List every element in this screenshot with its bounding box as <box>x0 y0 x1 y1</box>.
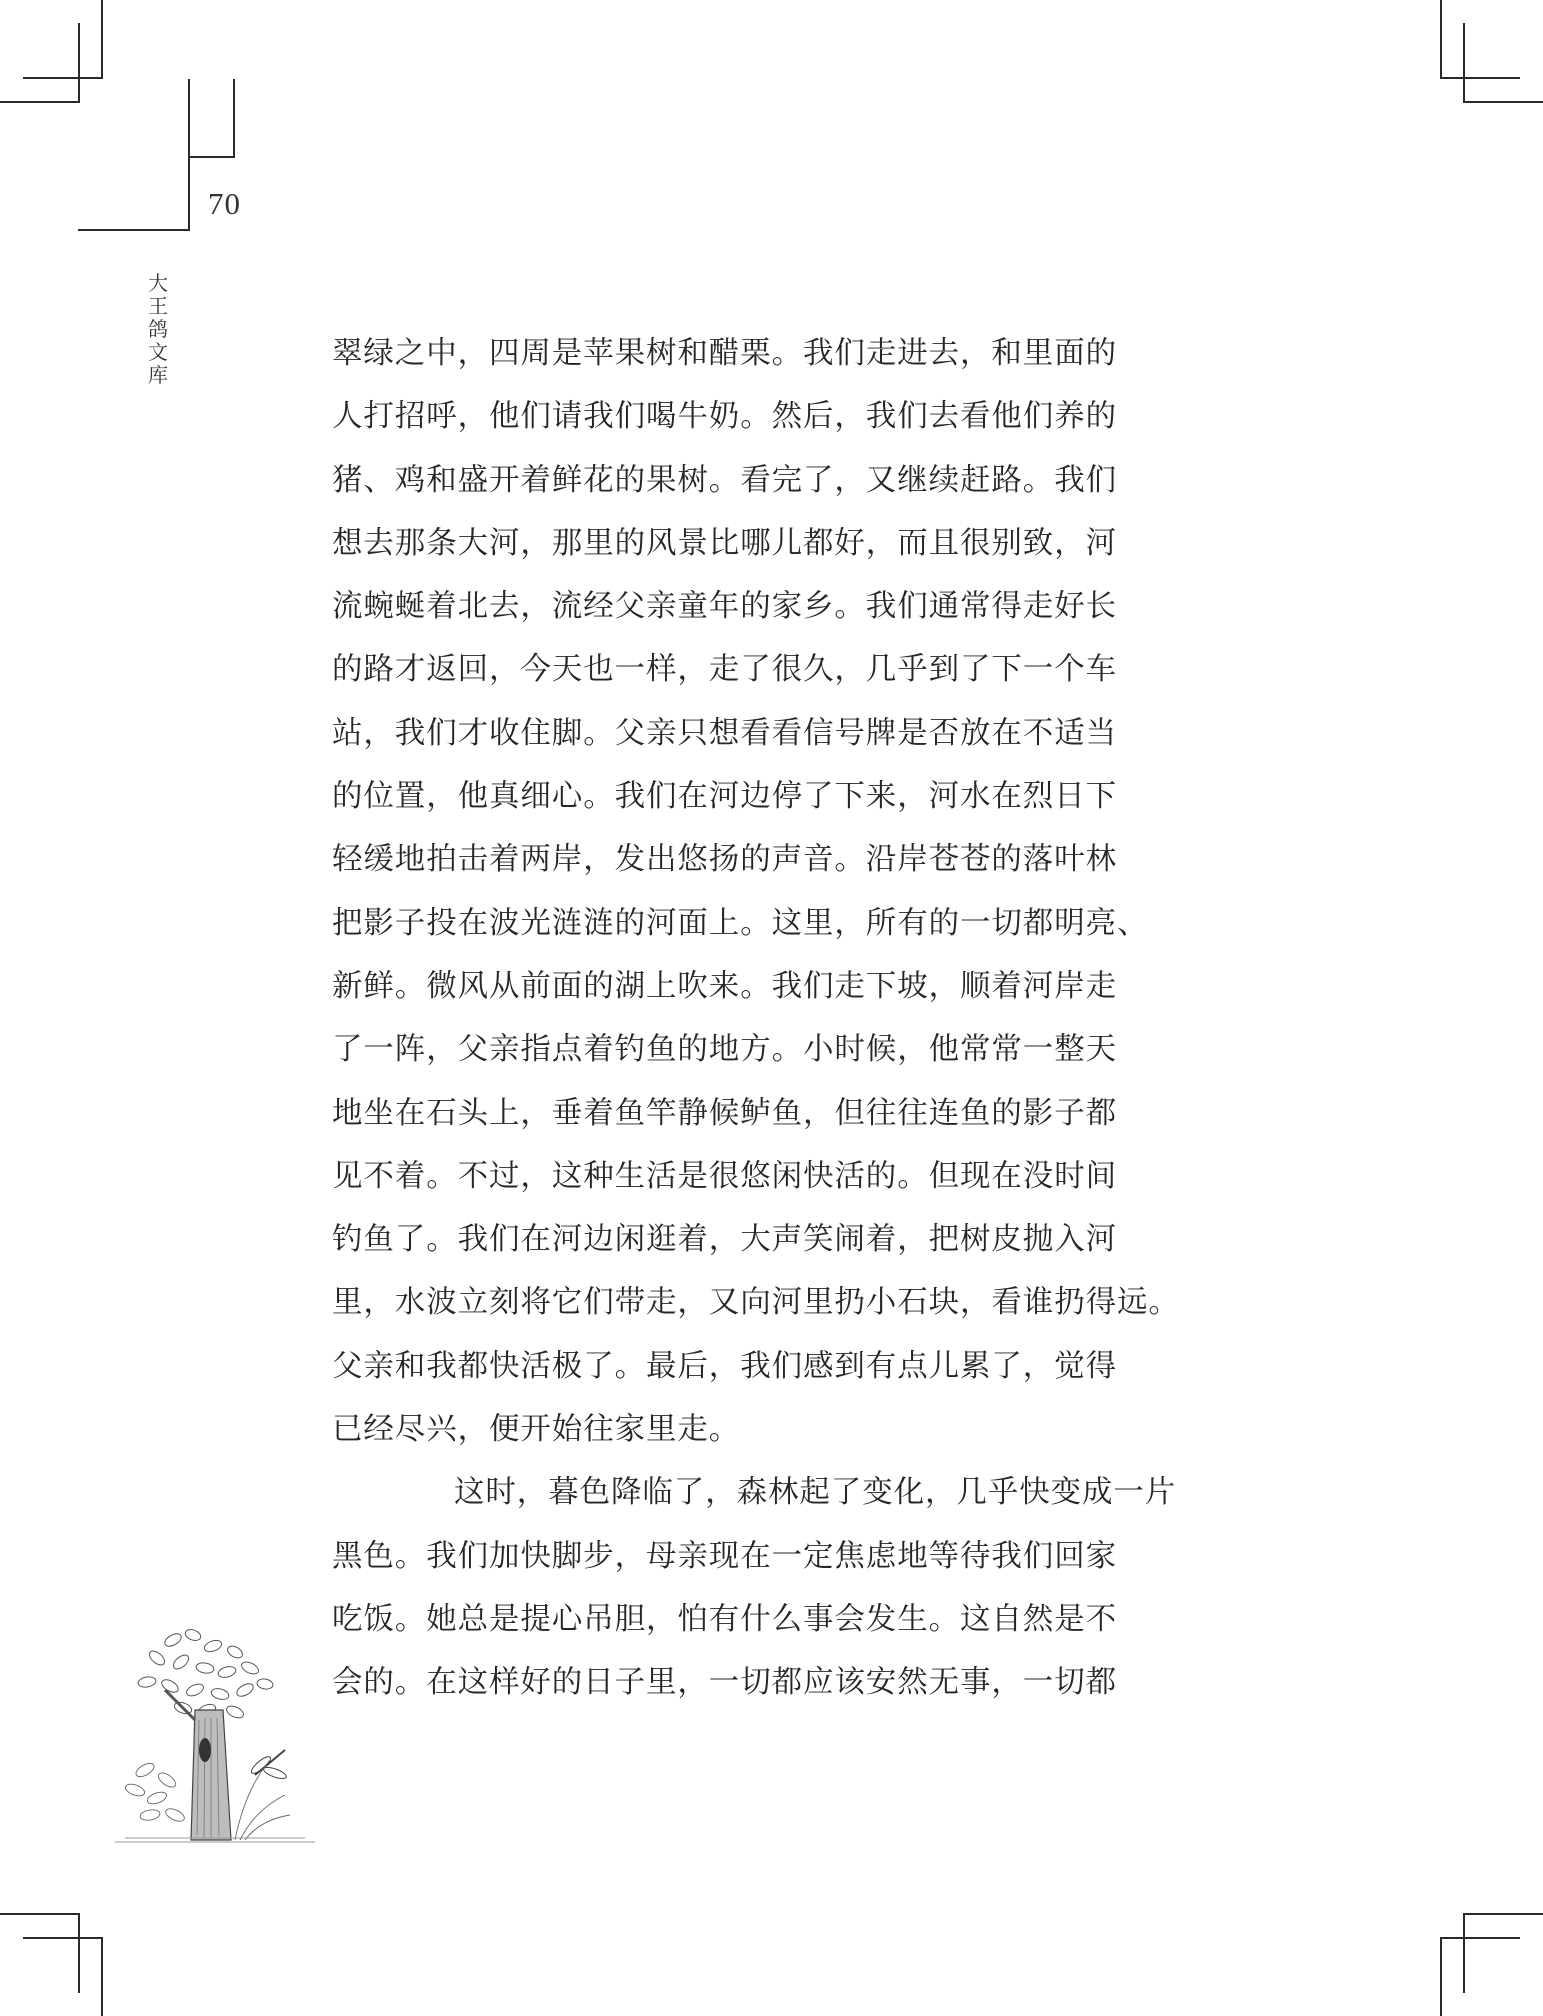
series-label-char: 王 <box>148 294 168 318</box>
text-line: 见不着。不过，这种生活是很悠闲快活的。但现在没时间 <box>332 1158 1117 1194</box>
text-line: 新鲜。微风从前面的湖上吹来。我们走下坡，顺着河岸走 <box>332 968 1117 1004</box>
text-line: 地坐在石头上，垂着鱼竿静候鲈鱼，但往往连鱼的影子都 <box>332 1095 1117 1131</box>
crop-mark-line <box>23 1937 103 1939</box>
crop-mark-line <box>1440 77 1520 79</box>
text-line: 流蜿蜒着北去，流经父亲童年的家乡。我们通常得走好长 <box>332 589 1117 625</box>
crop-mark-line <box>0 101 80 103</box>
text-line: 翠绿之中，四周是苹果树和醋栗。我们走进去，和里面的 <box>332 336 1117 371</box>
text-line: 轻缓地拍击着两岸，发出悠扬的声音。沿岸苍苍的落叶林 <box>332 842 1117 878</box>
crop-mark-line <box>23 77 103 79</box>
text-line: 已经尽兴，便开始往家里走。 <box>332 1412 741 1448</box>
header-bracket-line <box>188 79 190 231</box>
text-line: 父亲和我都快活极了。最后，我们感到有点儿累了，觉得 <box>332 1348 1117 1384</box>
series-label <box>146 272 170 387</box>
crop-mark-line <box>1440 1937 1442 2016</box>
crop-mark-line <box>1463 1913 1465 1993</box>
page-number: 70 <box>208 186 241 221</box>
header-bracket-line <box>78 229 190 231</box>
text-line: 这时，暮色降临了，森林起了变化，几乎快变成一片 <box>454 1475 1177 1511</box>
tree-illustration <box>95 1610 335 1850</box>
header-bracket-line <box>188 156 235 158</box>
crop-mark-line <box>78 1913 80 1993</box>
text-line: 吃饭。她总是提心吊胆，怕有什么事会发生。这自然是不 <box>332 1601 1117 1637</box>
crop-mark-line <box>1463 101 1543 103</box>
text-line: 站，我们才收住脚。父亲只想看看信号牌是否放在不适当 <box>332 715 1117 751</box>
text-line: 黑色。我们加快脚步，母亲现在一定焦虑地等待我们回家 <box>332 1538 1117 1574</box>
text-line: 了一阵，父亲指点着钓鱼的地方。小时候，他常常一整天 <box>332 1032 1117 1068</box>
text-line: 会的。在这样好的日子里，一切都应该安然无事，一切都 <box>332 1665 1117 1701</box>
text-line: 里，水波立刻将它们带走，又向河里扔小石块，看谁扔得远。 <box>332 1285 1180 1321</box>
crop-mark-line <box>1440 1937 1520 1939</box>
crop-mark-line <box>1440 0 1442 79</box>
header-bracket-line <box>233 79 235 158</box>
crop-mark-line <box>1463 23 1465 103</box>
text-line: 人打招呼，他们请我们喝牛奶。然后，我们去看他们养的 <box>332 399 1117 435</box>
body-text <box>332 322 1192 1715</box>
tree-sketch-icon <box>95 1610 335 1850</box>
series-label-char: 库 <box>148 363 168 387</box>
series-label-char: 鸽 <box>148 317 168 341</box>
crop-mark-line <box>101 0 103 79</box>
paragraph <box>332 322 1192 1461</box>
text-line: 猪、鸡和盛开着鲜花的果树。看完了，又继续赶路。我们 <box>332 462 1117 498</box>
crop-mark-line <box>78 23 80 103</box>
crop-mark-line <box>101 1937 103 2016</box>
crop-mark-line <box>1463 1913 1543 1915</box>
series-label-char: 大 <box>148 271 168 295</box>
text-line: 的位置，他真细心。我们在河边停了下来，河水在烈日下 <box>332 779 1117 815</box>
crop-mark-line <box>0 1913 80 1915</box>
series-label-char: 文 <box>148 340 168 364</box>
text-line: 想去那条大河，那里的风景比哪儿都好，而且很别致，河 <box>332 525 1117 561</box>
text-line: 的路才返回，今天也一样，走了很久，几乎到了下一个车 <box>332 652 1117 688</box>
paragraph <box>332 1461 1192 1714</box>
text-line: 钓鱼了。我们在河边闲逛着，大声笑闹着，把树皮抛入河 <box>332 1222 1117 1258</box>
text-line: 把影子投在波光涟涟的河面上。这里，所有的一切都明亮、 <box>332 905 1149 941</box>
